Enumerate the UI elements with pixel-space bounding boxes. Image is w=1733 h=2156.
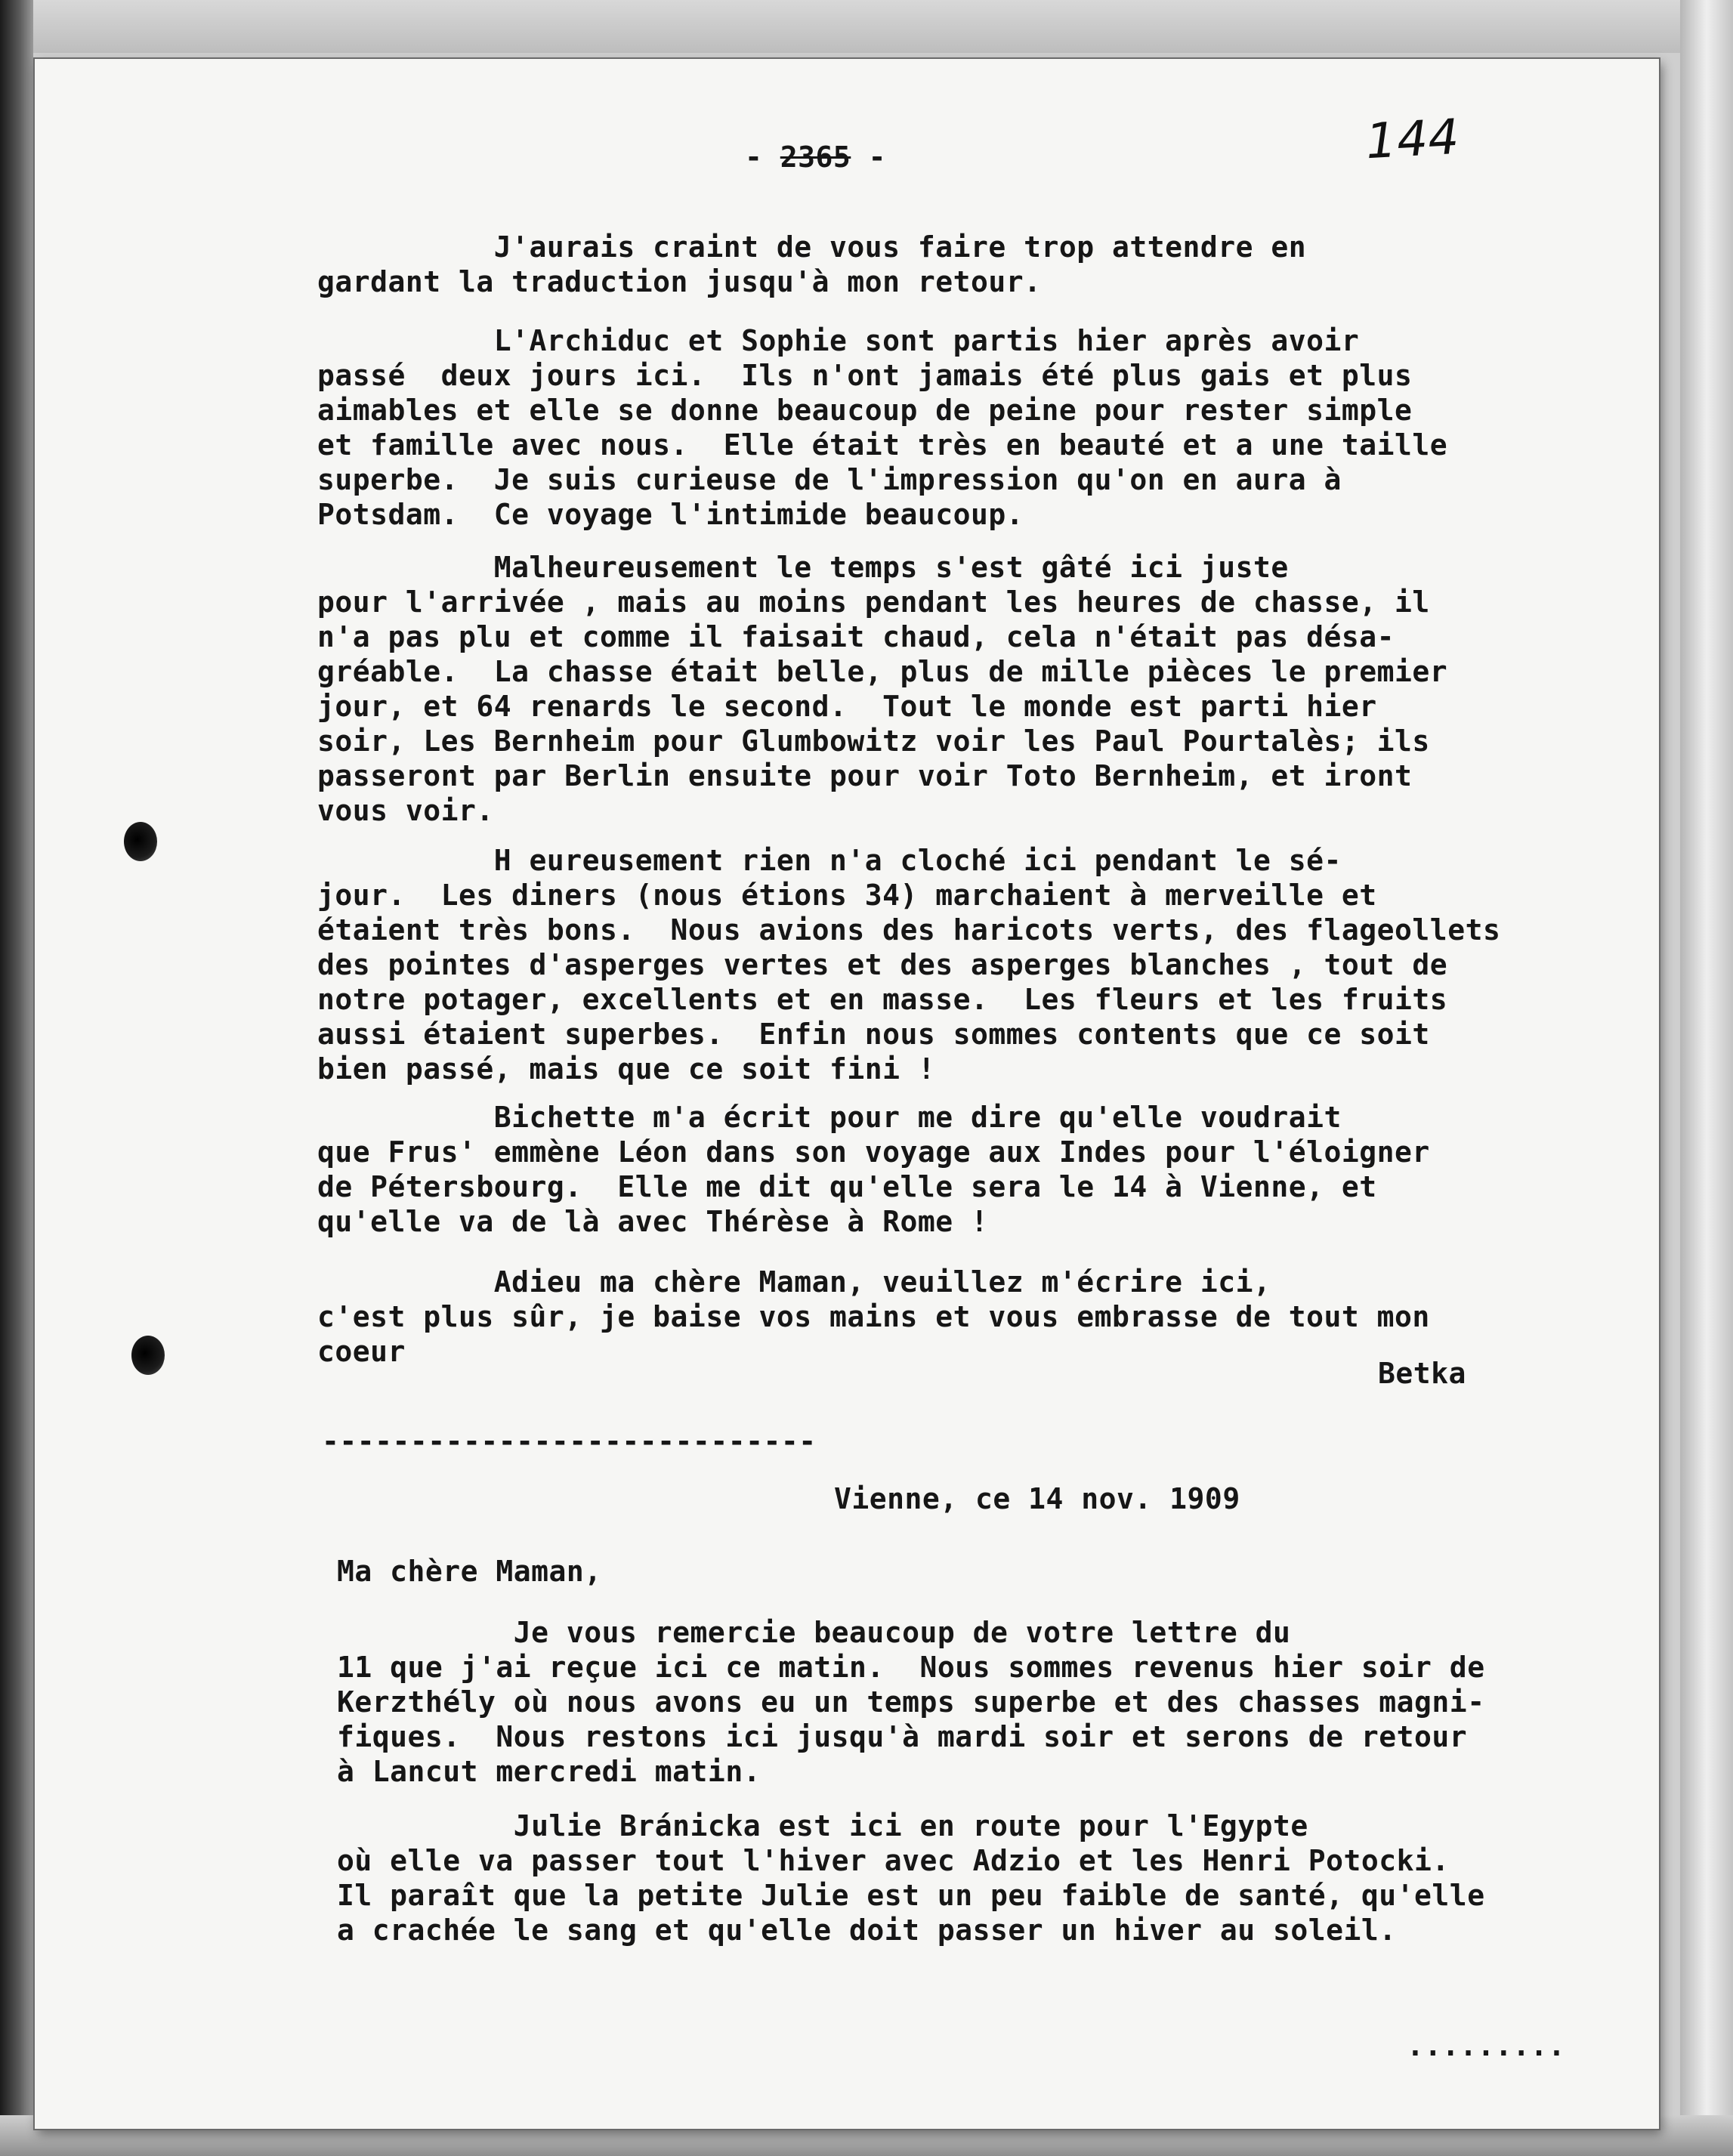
letter1-paragraph-5: Bichette m'a écrit pour me dire qu'elle voudrait que Frus' emmène Léon dans son voyage aux Indes pour l'éloigner de Pétersbourg. Elle me dit qu'elle sera le 14 à Vienne, et qu'elle va de là avec Thérèse à Rome ! [317, 1101, 1430, 1238]
page-number [745, 141, 886, 174]
page-number-value: 2365 [780, 141, 851, 174]
continuation-dots: ......... [1407, 2029, 1566, 2062]
letter1-paragraph-2: L'Archiduc et Sophie sont partis hier après avoir passé deux jours ici. Ils n'ont jamais été plus gais et plus aimables et elle se donne beaucoup de peine pour rester simple et famille avec nous. Elle était très en beauté et a une taille superbe. Je suis curieuse de l'impression qu'on en aura à Potsdam. Ce voyage l'intimide beaucoup. [317, 324, 1448, 531]
letter1-paragraph-1: J'aurais craint de vous faire trop attendre en gardant la traduction jusqu'à mon retour. [317, 230, 1307, 298]
scan-right-edge [1680, 0, 1733, 2156]
letter1-signature: Betka [1378, 1357, 1466, 1390]
letter2-dateline: Vienne, ce 14 nov. 1909 [834, 1482, 1240, 1515]
typewritten-sheet [35, 59, 1659, 2129]
page-number-prefix: - [745, 141, 780, 174]
letter1-paragraph-3: Malheureusement le temps s'est gâté ici juste pour l'arrivée , mais au moins pendant les heures de chasse, il n'a pas plu et comme il faisait chaud, cela n'était pas désa- gréable. La chasse était belle, plus de mille pièces le premier jour, et 64 renards le second. Tout le monde est parti hier soir, Les Bernheim pour Glumbowitz voir les Paul Pourtalès; ils passeront par Berlin ensuite pour voir Toto Bernheim, et iront vous voir. [317, 551, 1448, 827]
letter1-paragraph-4: H eureusement rien n'a cloché ici pendant le sé- jour. Les diners (nous étions 34) marchaient à merveille et étaient très bons. Nous avions des haricots verts, des flageollets des pointes d'asperges vertes et des asperges blanches , tout de notre potager, excellents et en masse. Les fleurs et les fruits aussi étaient superbes. Enfin nous sommes contents que ce soit bien passé, mais que ce soit fini ! [317, 844, 1501, 1086]
letter-document [35, 59, 1659, 2129]
letter2-salutation: Ma chère Maman, [337, 1555, 602, 1588]
letter1-closing-paragraph: Adieu ma chère Maman, veuillez m'écrire ici, c'est plus sûr, je baise vos mains et vous embrasse de tout mon coeur [317, 1265, 1430, 1368]
handwritten-folio-number: 144 [1364, 109, 1461, 171]
scan-binding-shadow [0, 0, 33, 2156]
scan-top-margin [0, 0, 1733, 53]
letter-separator-rule: ---------------------------- [322, 1425, 817, 1458]
page-number-suffix: - [851, 141, 887, 174]
letter2-paragraph-2: Julie Bránicka est ici en route pour l'Egypte où elle va passer tout l'hiver avec Adzio et les Henri Potocki. Il paraît que la petite Julie est un peu faible de santé, qu'elle a crachée le sang et qu'elle doit passer un hiver au soleil. [337, 1809, 1485, 1947]
letter2-paragraph-1: Je vous remercie beaucoup de votre lettre du 11 que j'ai reçue ici ce matin. Nous sommes revenus hier soir de Kerzthély où nous avons eu un temps superbe et des chasses magni- fiques. Nous restons ici jusqu'à mardi soir et serons de retour à Lancut mercredi matin. [337, 1616, 1485, 1788]
